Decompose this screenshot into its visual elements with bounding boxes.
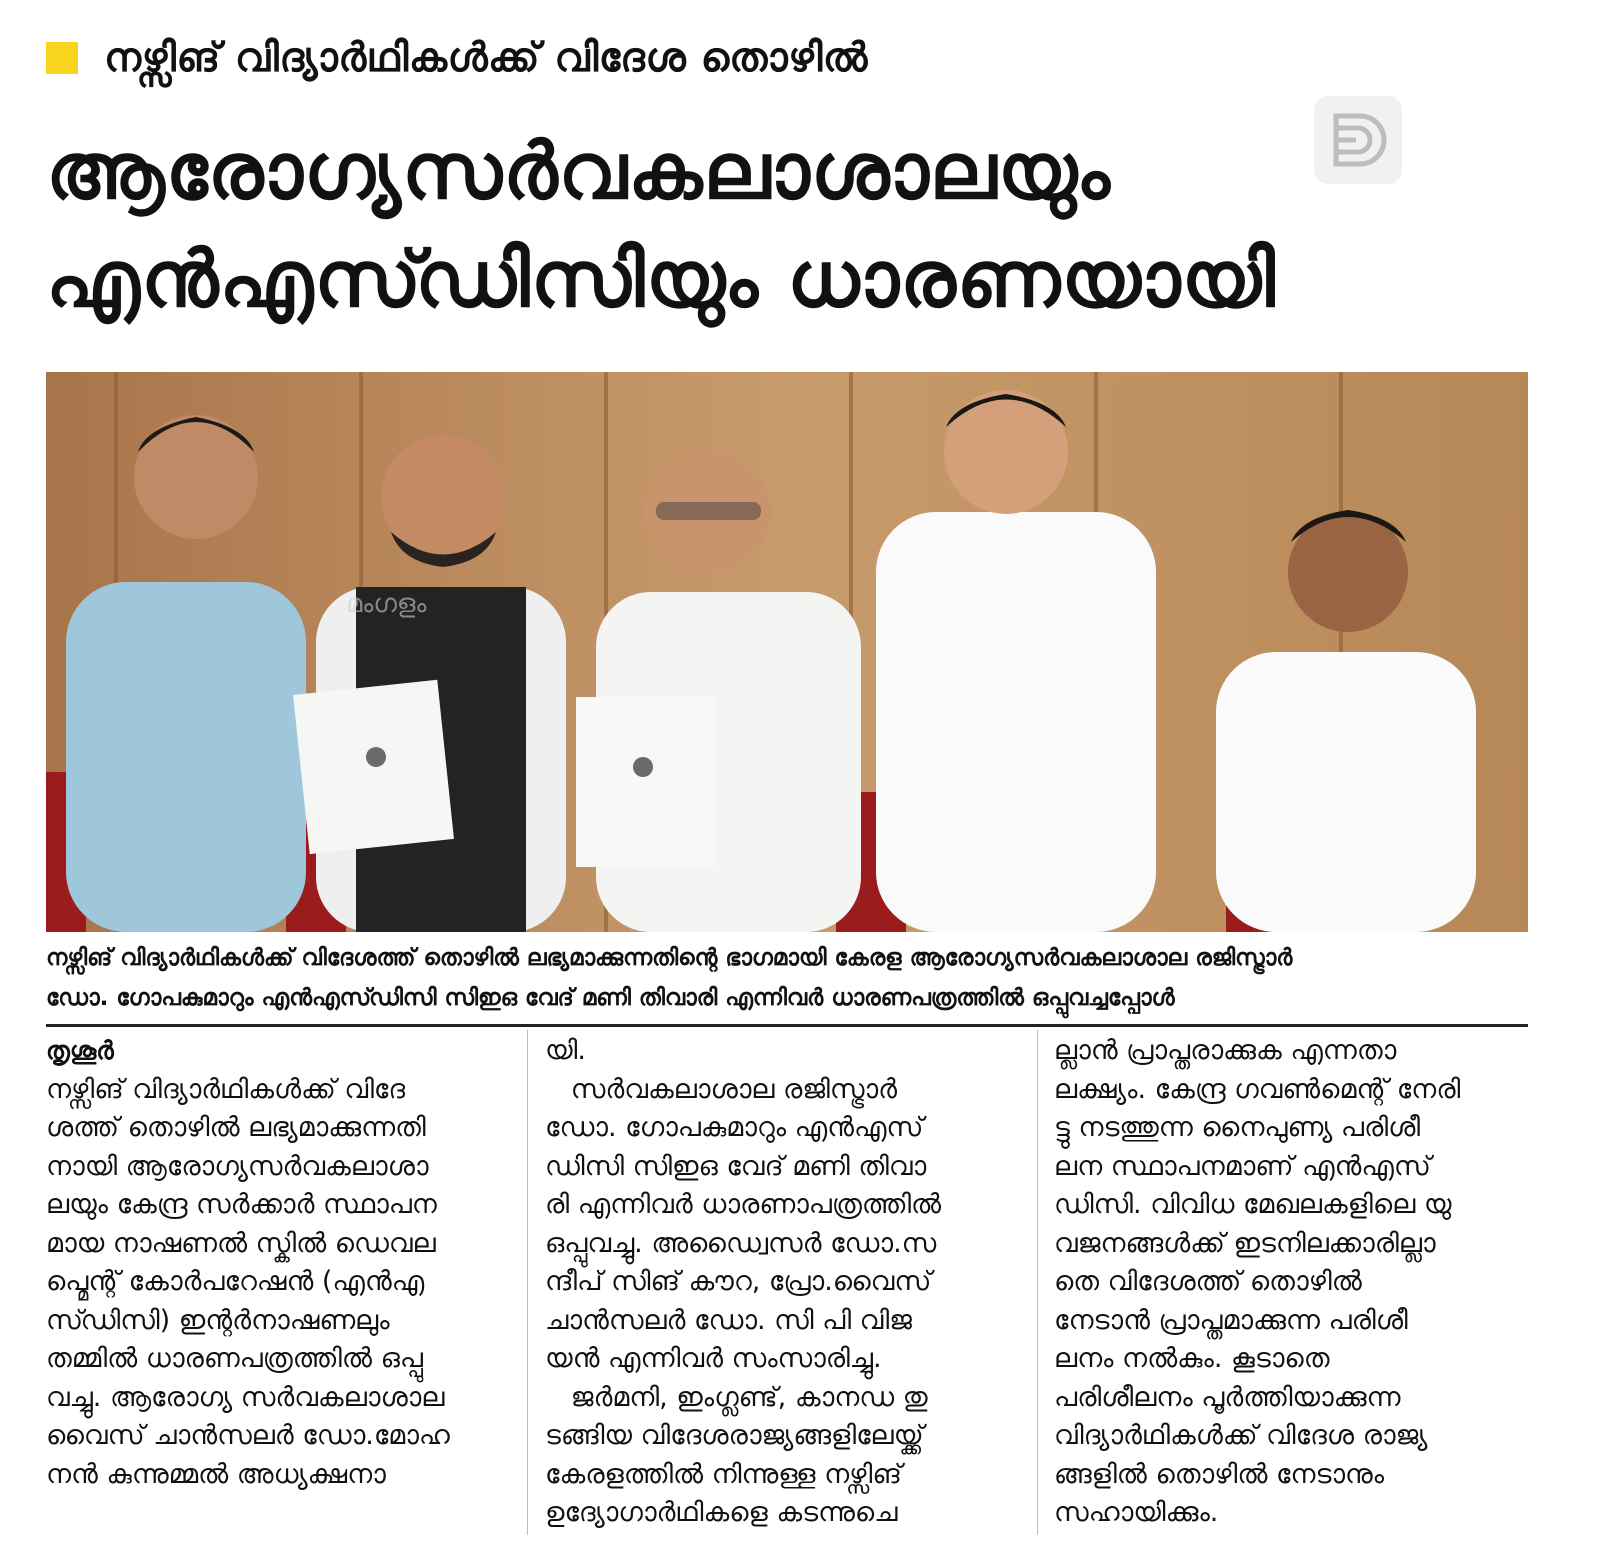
article-line: തമ്മിൽ ധാരണപത്രത്തിൽ ഒപ്പു — [46, 1343, 423, 1374]
article-line: ഡോ. ഗോപകുമാറും എൻഎസ് — [545, 1112, 924, 1143]
dateline: തൃശൂർ — [46, 1036, 114, 1065]
article-line: ലന സ്ഥാപനമാണ് എൻഎസ് — [1054, 1150, 1431, 1182]
article-line: വൈസ് ചാൻസലർ ഡോ.മോഹ — [46, 1420, 450, 1451]
article-line: സഹായിക്കും. — [1054, 1497, 1219, 1528]
kicker-text: നഴ്സിങ് വിദ്യാർഥികൾക്ക് വിദേശ തൊഴിൽ — [104, 35, 868, 81]
article-line: തെ വിദേശത്ത് തൊഴിൽ — [1054, 1266, 1362, 1297]
article-column-2 — [545, 1032, 1023, 1533]
article-line: നേടാൻ പ്രാപ്തമാക്കുന്ന പരിശീ — [1054, 1304, 1408, 1336]
article-line: ഡിസി സിഇഒ വേദ് മണി തിവാ — [545, 1150, 927, 1182]
article-line: പരിശീലനം പൂർത്തിയാക്കുന്ന — [1054, 1381, 1401, 1413]
article-line: രി എന്നിവർ ധാരണാപത്രത്തിൽ — [545, 1189, 942, 1220]
article-line: മായ നാഷണൽ സ്കിൽ ഡെവല — [46, 1227, 436, 1259]
caption-rule — [46, 1024, 1528, 1027]
article-line: ഡിസി. വിവിധ മേഖലകളിലെ യു — [1054, 1189, 1452, 1220]
article-line: നായി ആരോഗ്യസർവകലാശാ — [46, 1150, 429, 1182]
headline-line-2: എൻഎസ്ഡിസിയും ധാരണയായി — [46, 235, 1276, 325]
article-line: ങ്ങളിൽ തൊഴിൽ നേടാനും — [1054, 1458, 1385, 1490]
article-line: ലനം നൽകും. കൂടാതെ — [1054, 1343, 1330, 1374]
headline — [46, 118, 1466, 334]
article-line: നഴ്സിങ് വിദ്യാർഥികൾക്ക് വിദേ — [46, 1073, 406, 1105]
headline-line-1: ആരോഗ്യസർവകലാശാലയും — [46, 127, 1111, 217]
article-line: സ്ഡിസി) ഇന്റർനാഷണലും — [46, 1304, 390, 1336]
article-line: ല്ലാൻ പ്രാപ്തരാക്കുക എന്നതാ — [1054, 1035, 1397, 1066]
article-line: ചാൻസലർ ഡോ. സി പി വിജ — [545, 1304, 912, 1336]
article-line: ഉദ്യോഗാർഥികളെ കടന്നുചെ — [545, 1497, 898, 1528]
article-line: നൻ കുന്നുമ്മൽ അധ്യക്ഷനാ — [46, 1458, 386, 1490]
article-line: ശത്ത് തൊഴിൽ ലഭ്യമാക്കുന്നതി — [46, 1112, 426, 1143]
photo-watermark: മംഗളം — [346, 589, 427, 619]
article-line: വിദ്യാർഥികൾക്ക് വിദേശ രാജ്യ — [1054, 1420, 1428, 1451]
article-line: ലക്ഷ്യം. കേന്ദ്ര ഗവൺമെന്റ് നേരി — [1054, 1073, 1461, 1105]
article-line: യി. — [545, 1035, 586, 1066]
article-line: സർവകലാശാല രജിസ്ട്രാർ — [545, 1073, 898, 1105]
column-divider — [1037, 1030, 1038, 1535]
photo-caption — [46, 938, 1528, 1018]
article-line: ജർമനി, ഇംഗ്ലണ്ട്, കാനഡ തു — [545, 1381, 928, 1413]
agreement-folder-2 — [576, 697, 716, 867]
article-line: യൻ എന്നിവർ സംസാരിച്ചു. — [545, 1343, 882, 1374]
article-line: കേരളത്തിൽ നിന്നുള്ള നഴ്സിങ് — [545, 1458, 902, 1490]
article-line: ലയും കേന്ദ്ര സർക്കാർ സ്ഥാപന — [46, 1189, 437, 1220]
article-line: ഒപ്പുവച്ചു. അഡ്വൈസർ ഡോ.സ — [545, 1227, 937, 1259]
article-line: ട്ടു നടത്തുന്ന നൈപുണ്യ പരിശീ — [1054, 1112, 1421, 1143]
caption-line-1: നഴ്സിങ് വിദ്യാർഥികൾക്ക് വിദേശത്ത് തൊഴിൽ ലഭ്യമാക്കുന്നതിന്റെ ഭാഗമായി കേരള ആരോഗ്യസർവകലാശാല രജിസ്ട്രാർ — [46, 945, 1293, 971]
kicker-square-icon — [46, 42, 78, 74]
article-line: ന്ദീപ് സിങ് കൗറ, പ്രോ.വൈസ് — [545, 1266, 932, 1297]
article-line: വച്ചു. ആരോഗ്യ സർവകലാശാല — [46, 1381, 445, 1413]
kicker — [46, 28, 868, 88]
article-line: ടങ്ങിയ വിദേശരാജ്യങ്ങളിലേയ്ക്ക് — [545, 1420, 924, 1451]
column-divider — [527, 1030, 528, 1535]
agreement-folder-1 — [293, 680, 454, 854]
article-column-1 — [46, 1032, 514, 1494]
article-line: പ്മെന്റ് കോർപറേഷൻ (എൻഎ — [46, 1266, 425, 1297]
news-photo — [46, 372, 1528, 932]
article-column-3 — [1054, 1032, 1528, 1533]
caption-line-2: ഡോ. ഗോപകുമാറും എൻഎസ്ഡിസി സിഇഒ വേദ് മണി തിവാരി എന്നിവർ ധാരണപത്രത്തിൽ ഒപ്പുവച്ചപ്പോൾ — [46, 985, 1175, 1011]
article-line: വജനങ്ങൾക്ക് ഇടനിലക്കാരില്ലാ — [1054, 1227, 1436, 1259]
